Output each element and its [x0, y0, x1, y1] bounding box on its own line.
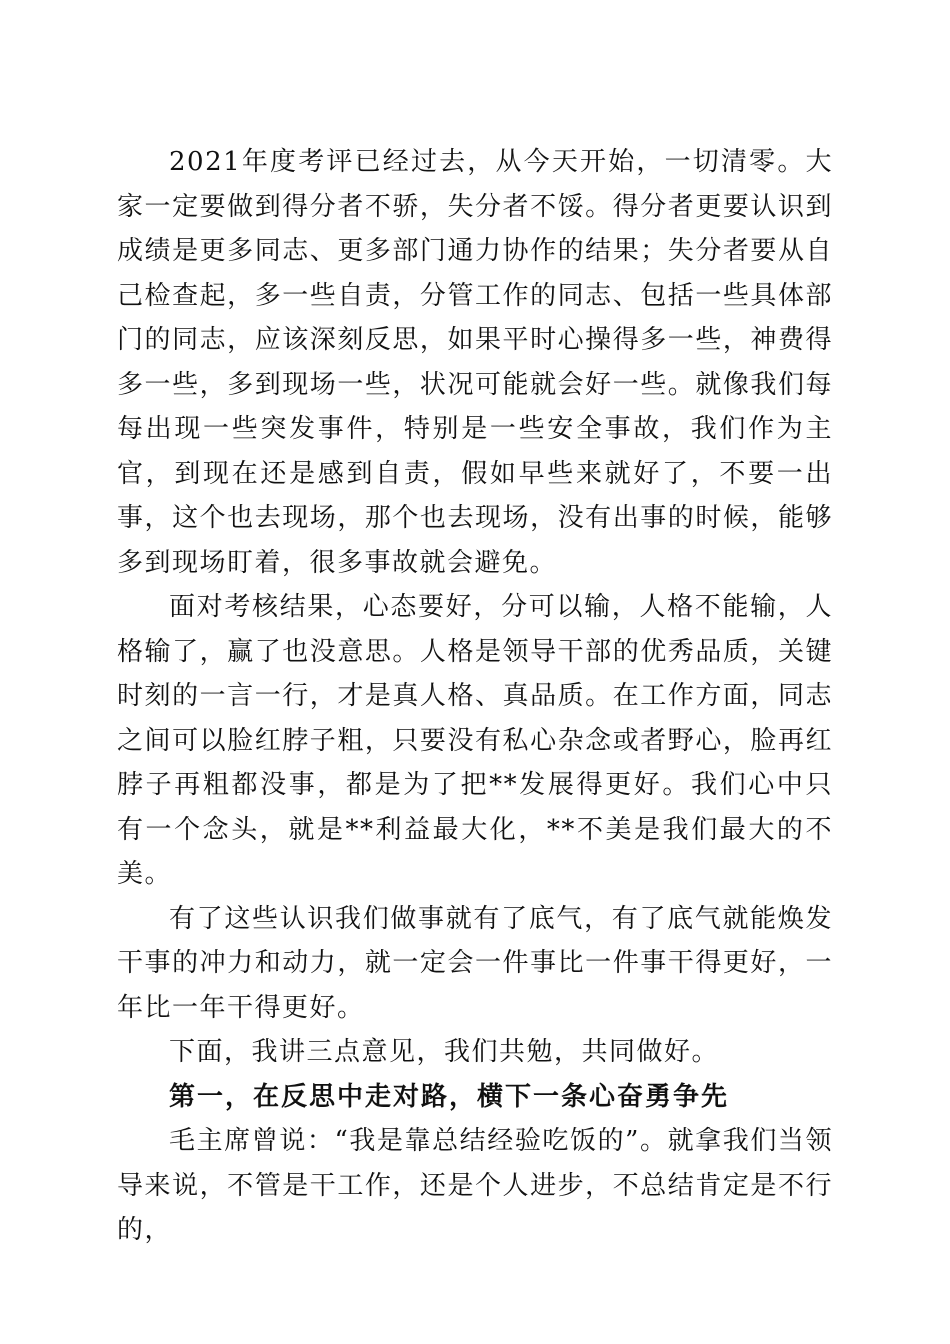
document-body — [117, 140, 833, 1253]
paragraph-three-points: 下面，我讲三点意见，我们共勉，共同做好。 — [169, 1037, 720, 1067]
paragraph-confidence: 有了这些认识我们做事就有了底气，有了底气就能焕发干事的冲力和动力，就一定会一件事比一件事干得更好，一年比一年干得更好。 — [117, 903, 833, 1023]
paragraph-mindset: 面对考核结果，心态要好，分可以输，人格不能输，人格输了，赢了也没意思。人格是领导干部的优秀品质，关键时刻的一言一行，才是真人格、真品质。在工作方面，同志之间可以脸红脖子粗，只要没有私心杂念或者野心，脸再红脖子再粗都没事，都是为了把**发展得更好。我们心中只有一个念头，就是**利益最大化，**不美是我们最大的不美。 — [117, 592, 833, 889]
section-heading-first: 第一，在反思中走对路，横下一条心奋勇争先 — [169, 1081, 730, 1112]
paragraph-mao-quote: 毛主席曾说：“我是靠总结经验吃饭的”。就拿我们当领导来说，不管是干工作，还是个人进步，不总结肯定是不行的， — [117, 1126, 833, 1245]
paragraph-appraisal-reset: 2021年度考评已经过去，从今天开始，一切清零。大家一定要做到得分者不骄，失分者不馁。得分者更要认识到成绩是更多同志、更多部门通力协作的结果；失分者要从自己检查起，多一些自责，分管工作的同志、包括一些具体部门的同志，应该深刻反思，如果平时心操得多一些，神费得多一些，多到现场一些，状况可能就会好一些。就像我们每每出现一些突发事件，特别是一些安全事故，我们作为主官，到现在还是感到自责，假如早些来就好了，不要一出事，这个也去现场，那个也去现场，没有出事的时候，能够多到现场盯着，很多事故就会避免。 — [117, 147, 833, 578]
